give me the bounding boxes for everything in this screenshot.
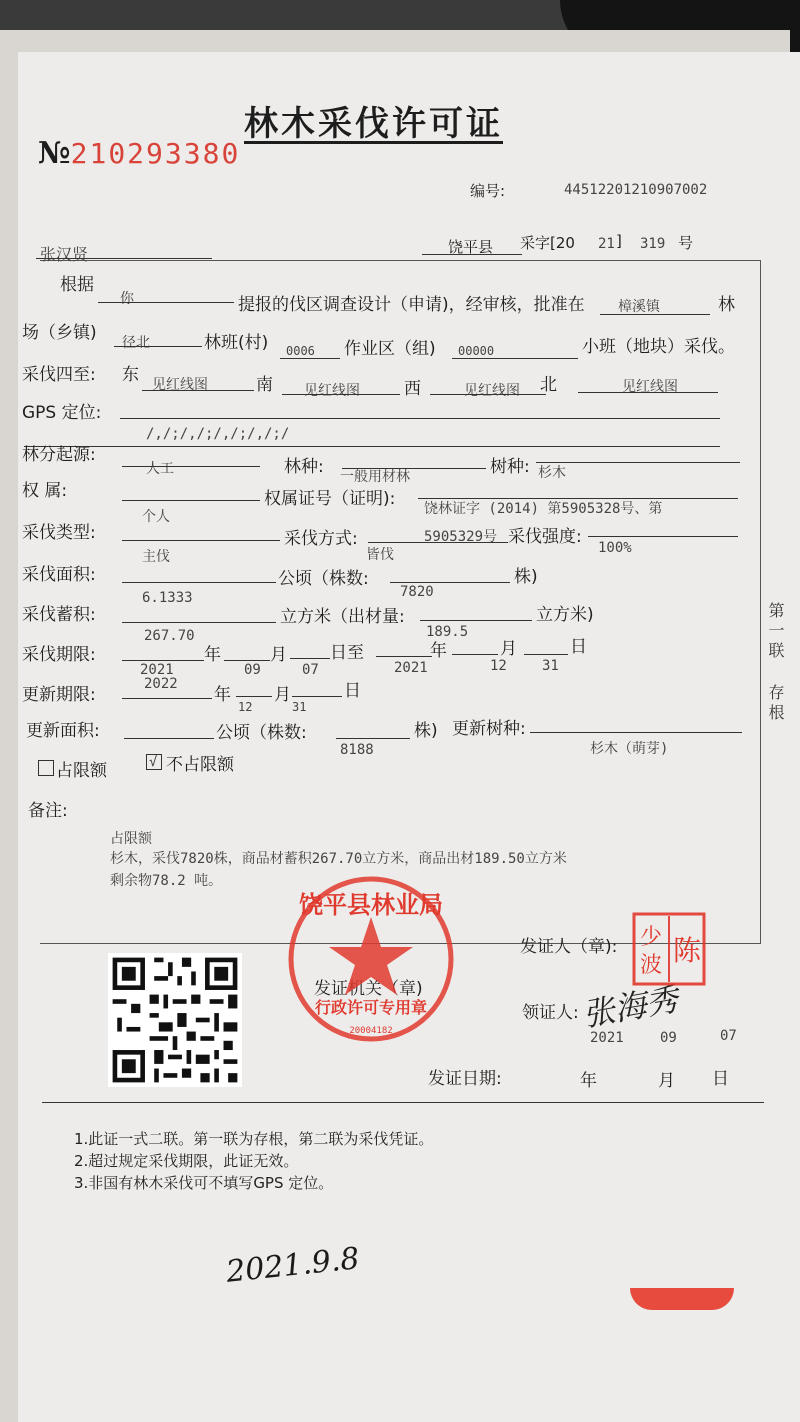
remark-label: 备注: [28,801,68,821]
zuoye-label: 作业区（组) [344,339,436,359]
xiaoban-label: 小班（地块）采伐。 [582,337,735,357]
renewarea-unit2: 株) [414,721,438,741]
remark-line-1: 占限额 [110,831,152,847]
gps-label: GPS 定位: [22,403,102,423]
approval-text: 提报的伐区调查设计（申请)，经审核，批准在 [238,295,585,315]
hao-label: 号 [678,234,694,252]
lin-label: 林 [718,295,735,315]
origin-label: 林分起源: [22,445,96,465]
stamp-code: 20004182 [349,1026,393,1036]
renew-m: 12 [238,700,253,714]
method-label: 采伐方式: [284,529,358,549]
issuer-square-seal [632,912,706,986]
not-occupy-label: 不占限额 [166,755,234,775]
receiver-label: 领证人: [522,1003,579,1023]
area-label: 采伐面积: [22,565,96,585]
renew-label: 更新期限: [22,685,96,705]
qr-code [108,953,242,1087]
forest-value: 一般用材林 [340,469,410,485]
cert-value-1: 饶林证字 (2014) 第5905328号、第 [424,501,663,517]
seal-char-3: 波 [639,953,663,978]
issue-day: 07 [720,1028,737,1044]
issue-yue: 月 [658,1071,675,1091]
occupy-checkbox [38,760,54,776]
zone-value: 0006 [286,344,315,358]
sizhi-south: 南 [256,375,273,395]
note-3: 3.非国有林木采伐可不填写GPS 定位。 [74,1174,334,1192]
stamp-bottom-text: 行政许可专用章 [314,998,428,1017]
method-value: 皆伐 [366,547,394,563]
issue-month: 09 [660,1030,677,1046]
intensity-label: 采伐强度: [508,527,582,547]
cert-label: 权属证号（证明): [264,489,396,509]
issue-date-label: 发证日期: [428,1069,502,1089]
chang-label: 场（乡镇) [22,323,97,343]
applicant-name: 张汉贤 [40,245,89,264]
renew-ri: 日 [344,681,361,701]
intensity-value: 100% [598,540,632,556]
issue-ri: 日 [712,1069,729,1089]
period-m2: 12 [490,658,507,674]
cert-value-2: 5905329号 [424,529,498,545]
area-count: 7820 [400,584,434,600]
volume-out: 189.5 [426,624,469,640]
sizhi-east-value: 见红线图 [152,377,208,393]
receiver-signature: 张海秀 [579,979,681,1035]
volume-value: 267.70 [144,628,195,644]
zi-year: 21 [598,236,615,252]
renew-d: 31 [292,700,307,714]
stamp-top-text: 饶平县林业局 [299,890,443,919]
period-y2: 2021 [394,660,428,676]
period-m1: 09 [244,662,261,678]
remark-line-2: 杉木，采伐7820株，商品材蓄积267.70立方米，商品出材189.50立方米 [110,851,567,867]
area-value: 6.1333 [142,590,193,606]
cuttype-label: 采伐类型: [22,523,96,543]
handwritten-date: 2021.9.8 [224,1241,362,1290]
village-value: 径北 [122,335,150,351]
issuer-label: 发证人（章): [520,937,618,957]
sizhi-west: 西 [404,379,421,399]
species-label: 更新树种: [452,719,526,739]
permit-document [18,52,800,1422]
zi-number: 319 [640,236,666,252]
origin-value: 人工 [146,461,174,477]
sizhi-north: 北 [540,375,557,395]
renewarea-count: 8188 [340,742,374,758]
period-rizhi: 日至 [330,643,364,663]
zi-close: ] [616,232,622,250]
volume-label: 采伐蓄积: [22,605,96,625]
period-yue2: 月 [500,639,517,659]
note-2: 2.超过规定采伐期限，此证无效。 [74,1152,299,1170]
ownership-label: 权 属: [22,481,68,501]
remark-line-3: 剩余物78.2 吨。 [110,873,223,889]
period-d1: 07 [302,662,319,678]
sizhi-label: 采伐四至: [22,365,96,385]
gps-value: /,/;/,/;/,/;/,/;/ [146,426,290,442]
area-unit2: 株) [514,567,538,587]
tree-label: 树种: [490,457,530,477]
species-value: 杉木（萌芽) [590,741,669,757]
period-ri: 日 [570,637,587,657]
not-occupy-check: √ [149,754,158,770]
period-nian2: 年 [430,641,447,661]
zi-label: 采字[20 [520,234,575,252]
document-title: 林木采伐许可证 [244,104,503,144]
issue-year: 2021 [590,1030,624,1046]
town-value: 樟溪镇 [618,299,660,315]
sizhi-east: 东 [122,365,139,385]
sizhi-south-value: 见红线图 [304,383,360,399]
volume-unit2: 立方米) [536,605,594,625]
period-d2: 31 [542,658,559,674]
renew-yue: 月 [274,685,291,705]
ownership-value: 个人 [142,509,170,525]
genju-label: 根据 [60,275,94,295]
official-round-stamp [285,873,457,1045]
side-label-first: 第一联 [766,602,785,662]
period-label: 采伐期限: [22,645,96,665]
period-y1: 2021 [140,662,174,678]
renewarea-label: 更新面积: [26,721,100,741]
seal-char-2: 陈 [672,934,702,967]
county-label: 饶平县 [448,238,494,256]
red-stamp-fragment [630,1288,734,1310]
applicant-ni: 你 [120,291,134,307]
tree-value: 杉木 [538,465,566,481]
forest-label: 林种: [284,457,324,477]
code-value: 44512201210907002 [564,182,708,198]
sizhi-west-value: 见红线图 [464,383,520,399]
renewarea-unit: 公顷（株数: [216,723,307,743]
period-yue1: 月 [270,645,287,665]
occupy-label: 占限额 [56,761,107,781]
cuttype-value: 主伐 [142,549,170,565]
authority-label: 发证机关（章) [314,979,423,999]
seal-char-1: 少 [639,925,663,950]
sizhi-north-value: 见红线图 [622,379,678,395]
renew-y: 2022 [144,676,178,692]
serial-number [38,136,240,171]
area-unit: 公顷（株数: [278,569,369,589]
serial-prefix: № [38,136,71,171]
note-1: 1.此证一式二联。第一联为存根，第二联为采伐凭证。 [74,1130,434,1148]
serial-value: 210293380 [70,137,241,170]
banlin-label: 林班(村) [204,333,269,353]
code-label: 编号: [470,182,506,200]
volume-unit: 立方米（出材量: [280,607,405,627]
issue-nian: 年 [580,1071,597,1091]
renew-nian: 年 [214,685,231,705]
sub-value: 00000 [458,344,495,358]
period-nian1: 年 [204,645,221,665]
side-label-stub: 存根 [766,684,785,724]
